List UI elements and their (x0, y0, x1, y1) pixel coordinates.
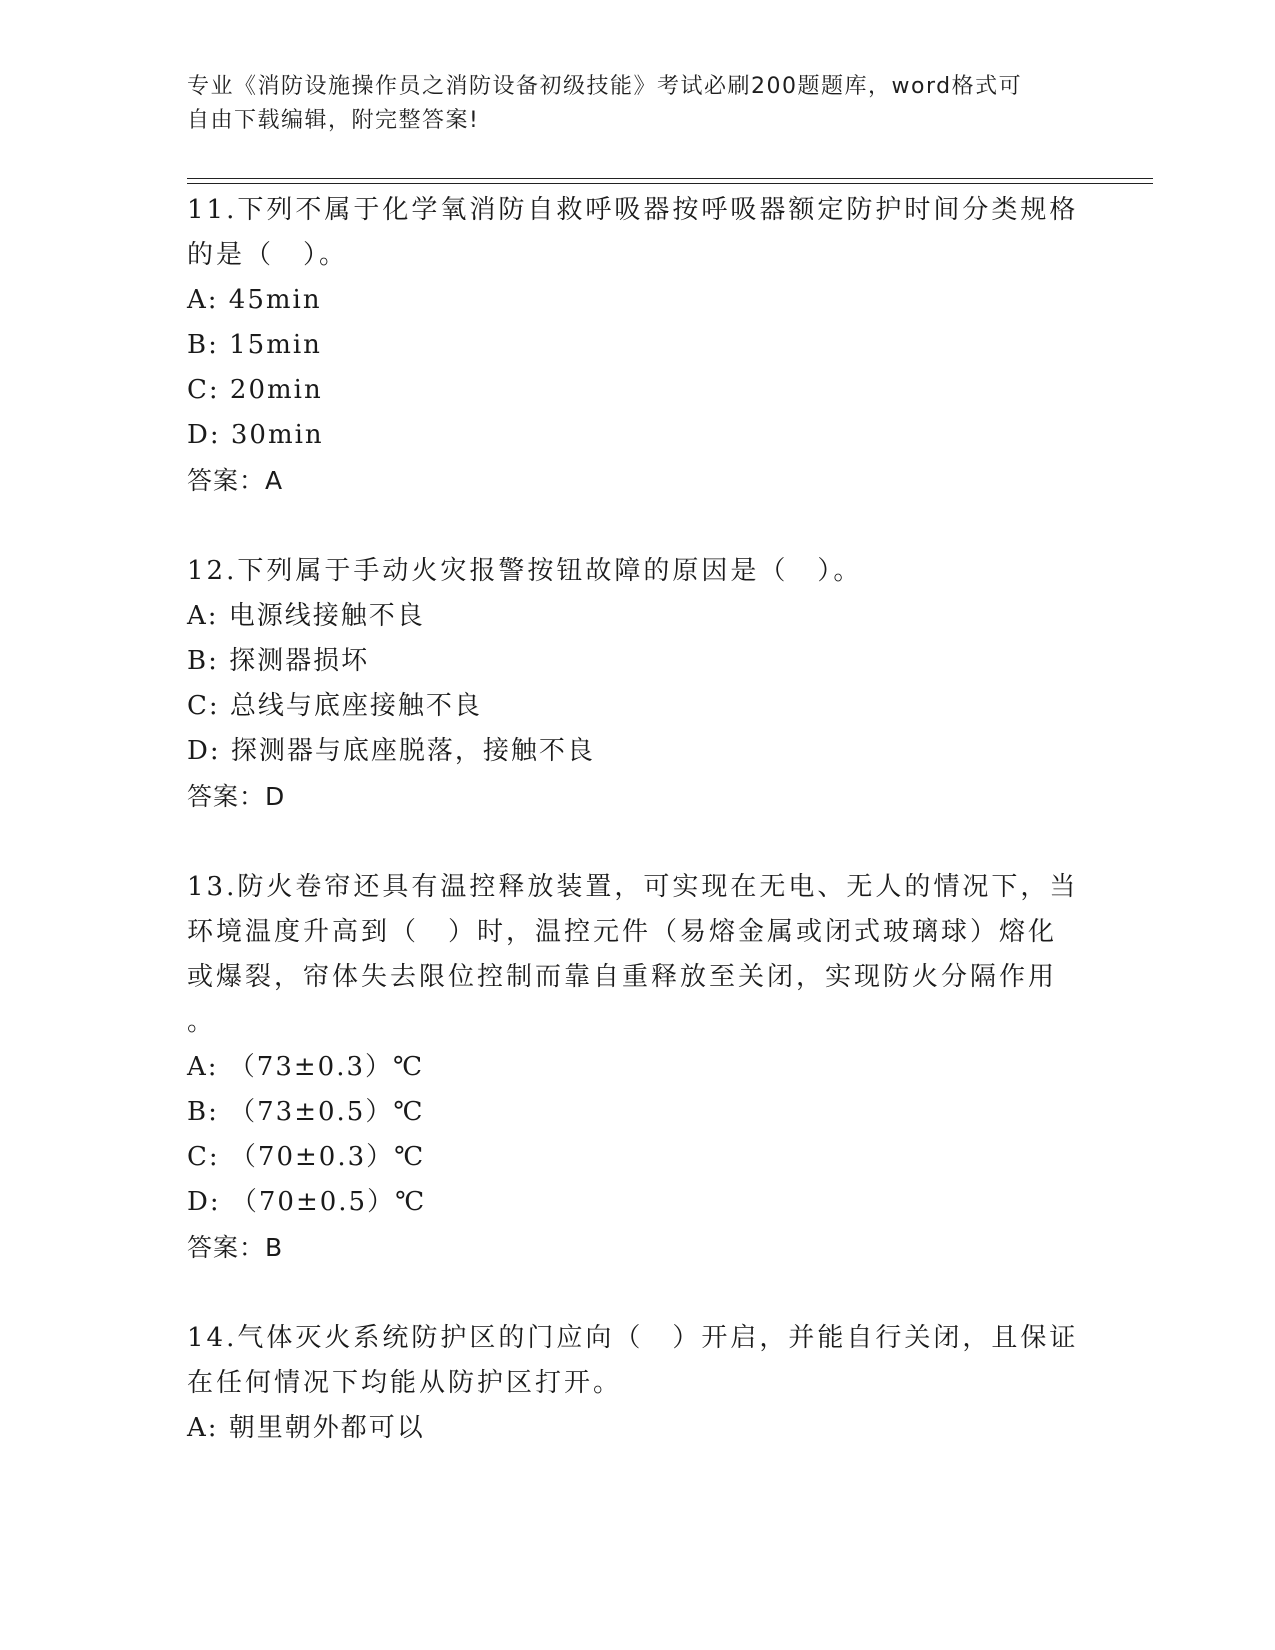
question-text (187, 865, 1087, 1045)
question-text (187, 549, 1087, 594)
answer-line: 答案：D (187, 782, 286, 811)
question-text-line: 13.防火卷帘还具有温控释放装置，可实现在无电、无人的情况下，当 (187, 872, 1079, 902)
spacer (187, 1270, 1087, 1316)
option-d: D: 探测器与底座脱落，接触不良 (187, 736, 595, 766)
spacer (187, 503, 1087, 549)
question-text (187, 1316, 1087, 1406)
option-c: C: 20min (187, 375, 323, 405)
question-text-line: 的是（ ）。 (187, 240, 349, 270)
header-line-2: 自由下载编辑，附完整答案! (187, 108, 480, 133)
question-12 (187, 549, 1087, 819)
question-text-line: 14.气体灭火系统防护区的门应向（ ）开启，并能自行关闭，且保证 (187, 1323, 1079, 1353)
option-c: C: （70±0.3）℃ (187, 1142, 426, 1172)
option-d: D: 30min (187, 420, 324, 450)
question-11 (187, 188, 1087, 503)
option-a: A: 45min (187, 285, 322, 315)
option-b: B: （73±0.5）℃ (187, 1097, 425, 1127)
option-b: B: 15min (187, 330, 322, 360)
option-c: C: 总线与底座接触不良 (187, 691, 482, 721)
question-text-line: 环境温度升高到（ ）时，温控元件（易熔金属或闭式玻璃球）熔化 (187, 917, 1058, 947)
answer-line: 答案：A (187, 466, 284, 495)
question-text-line: 11.下列不属于化学氧消防自救呼吸器按呼吸器额定防护时间分类规格 (187, 195, 1079, 225)
question-13 (187, 865, 1087, 1270)
option-a: A: （73±0.3）℃ (187, 1052, 425, 1082)
question-text-line: 在任何情况下均能从防护区打开。 (187, 1368, 623, 1398)
question-list (187, 188, 1087, 1451)
document-header (187, 70, 1067, 138)
option-a: A: 电源线接触不良 (187, 601, 425, 631)
spacer (187, 819, 1087, 865)
option-a: A: 朝里朝外都可以 (187, 1413, 425, 1443)
answer-line: 答案：B (187, 1233, 284, 1262)
header-line-1: 专业《消防设施操作员之消防设备初级技能》考试必刷200题题库，word格式可 (187, 74, 1023, 99)
question-text (187, 188, 1087, 278)
question-14 (187, 1316, 1087, 1451)
question-text-line: 12.下列属于手动火灾报警按钮故障的原因是（ ）。 (187, 556, 863, 586)
header-divider-top (187, 178, 1153, 179)
header-divider-bottom (187, 183, 1153, 184)
question-text-line: 。 (187, 1007, 217, 1037)
question-text-line: 或爆裂，帘体失去限位控制而靠自重释放至关闭，实现防火分隔作用 (187, 962, 1058, 992)
option-d: D: （70±0.5）℃ (187, 1187, 427, 1217)
option-b: B: 探测器损坏 (187, 646, 370, 676)
